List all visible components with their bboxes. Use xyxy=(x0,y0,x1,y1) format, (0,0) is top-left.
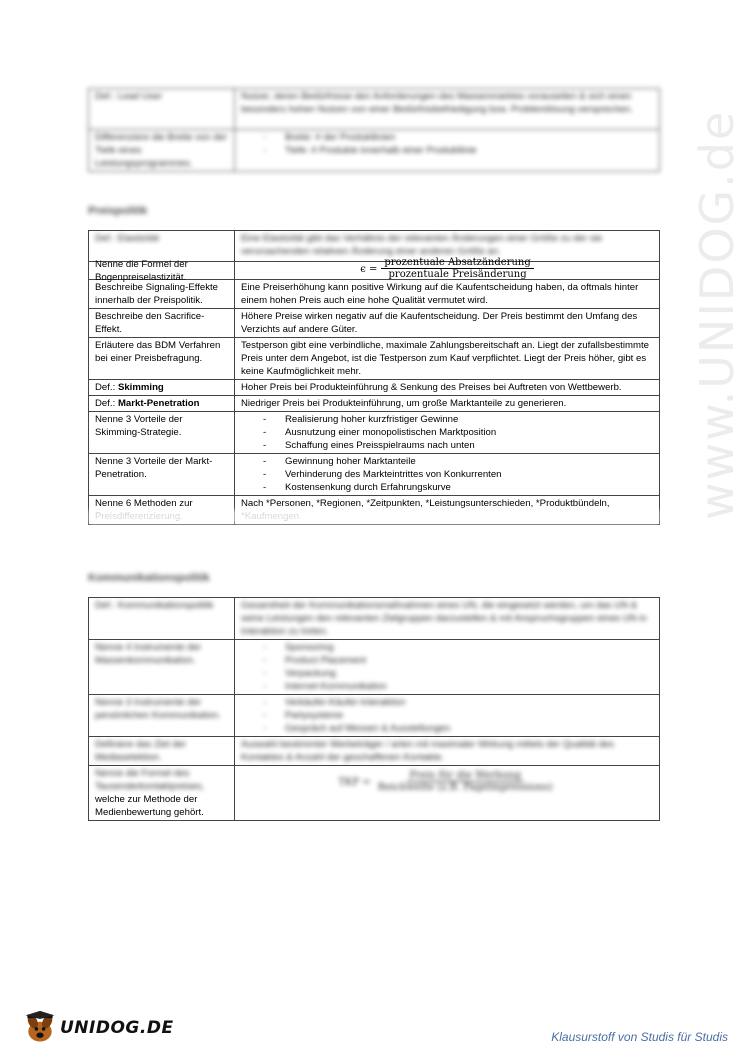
answer-cell: Nach *Personen, *Regionen, *Zeitpunkten, *Leistungsunterschieden, *Produktbündeln, xyxy=(235,496,660,525)
table-row xyxy=(89,280,660,309)
answer-cell: Niedriger Preis bei Produkteinführung, um große Marktanteile zu generieren. xyxy=(235,396,660,412)
table-row xyxy=(89,496,660,525)
question-cell: Beschreibe Signaling-Effekte innerhalb der Preispolitik. xyxy=(89,280,235,309)
answer-cell: - Verkäufer-Käufer-Interaktion - Partysysteme - Gespräch auf Messen & Ausstellungen xyxy=(235,695,660,737)
answer-cell: Auswahl bestimmter Werbeträger / arten mit maximaler Wirkung mittels der Qualität des Kontaktes & Anzahl der geschaffenen Kontakte. xyxy=(235,737,660,766)
section-title-preispolitik: Preispolitik xyxy=(88,205,148,217)
question-cell: Beschreibe den Sacrifice-Effekt. xyxy=(89,309,235,338)
formula-cell xyxy=(235,766,660,821)
tkp-formula: TKP = $\frac{\text{Preis für die Werbung}}{\text{Reichweite (z.B. Pagelmpressions)}}$ xyxy=(338,770,553,793)
kommunikationspolitik-table xyxy=(88,597,660,821)
preispolitik-table xyxy=(88,230,660,525)
question-cell: Nenne 3 Vorteile der Skimming-Strategie. xyxy=(89,412,235,454)
table-row xyxy=(89,766,660,821)
table-row xyxy=(89,231,660,262)
answer-cell: Hoher Preis bei Produkteinführung & Senkung des Preises bei Auftreten von Wettbewerb. xyxy=(235,380,660,396)
answer-cell: Gesamtheit der Kommunikationsmaßnahmen eines UN, die eingesetzt werden, um das UN & seine Leistungen den relevanten Zielgruppen darzustellen & mit Anspruchsgruppen eines UN in Interaktion zu treten. xyxy=(235,598,660,640)
question-cell: Nenne die Formel des Tausenderkontaktpreises, welche zur Methode der Medienbewertung gehört. xyxy=(89,766,235,821)
answer-cell: - Breite: # der Produktlinien - Tiefe: # Produkte innerhalb einer Produktlinie xyxy=(235,130,660,172)
question-cell: Nenne die Formel der Bogenpreiselastizität. xyxy=(89,262,235,280)
table-row xyxy=(89,396,660,412)
lead-user-table xyxy=(88,88,660,172)
question-cell: Erläutere das BDM Verfahren bei einer Preisbefragung. xyxy=(89,338,235,380)
watermark-text: www.UNIDOG.de xyxy=(690,109,744,520)
table-row xyxy=(89,454,660,496)
table-row xyxy=(89,130,660,172)
question-cell: Nenne 4 Instrumente der Massenkommunikation. xyxy=(89,640,235,695)
table-row xyxy=(89,262,660,280)
table-row xyxy=(89,89,660,130)
answer-cell: - Gewinnung hoher Marktanteile - Verhinderung des Markteintrittes von Konkurrenten - Kostensenkung durch Erfahrungskurve xyxy=(235,454,660,496)
formula-cell xyxy=(235,257,660,280)
table-row xyxy=(89,380,660,396)
table-row xyxy=(89,695,660,737)
question-cell: Def.: Elastizität xyxy=(89,231,235,262)
table-row xyxy=(89,737,660,766)
answer-cell: - Realisierung hoher kurzfristiger Gewinne - Ausnutzung einer monopolistischen Marktposition - Schaffung eines Preisspielraums nach unten xyxy=(235,412,660,454)
answer-cell: Nutzer, deren Bedürfnisse den Anforderungen des Massenmarktes vorauseilen & sich einen besonders hohen Nutzen von einer Bedürfnisbefriedigung bzw. Problemlösung versprechen. xyxy=(235,89,660,130)
question-cell: Def.: Lead User xyxy=(89,89,235,130)
question-cell: Def.: Skimming xyxy=(89,380,235,396)
table-row xyxy=(89,412,660,454)
answer-cell: Höhere Preise wirken negativ auf die Kaufentscheidung. Der Preis bestimmt den Umfang des Verzichts auf andere Güter. xyxy=(235,309,660,338)
answer-cell: - Sponsoring - Product Placement - Verpackung - Internet-Kommunikation xyxy=(235,640,660,695)
question-cell: Differenziere die Breite von der Tiefe eines Leistungsprogrammes. xyxy=(89,130,235,172)
question-cell: Definiere das Ziel der Mediaselektion. xyxy=(89,737,235,766)
question-cell: Nenne 3 Instrumente der persönlichen Kommunikation. xyxy=(89,695,235,737)
bogenpreiselastizitaet-formula: ϵ = $\frac{\text{prozentuale Absatzänderung}}{\text{prozentuale Preisänderung}}$ xyxy=(241,257,653,281)
unidog-logo[interactable] xyxy=(22,1010,174,1046)
question-cell: Nenne 3 Vorteile der Markt-Penetration. xyxy=(89,454,235,496)
answer-cell: Eine Preiserhöhung kann positive Wirkung auf die Kaufentscheidung haben, da oftmals hinter einem hohen Preis auch eine hohe Qualität vermutet wird. xyxy=(235,280,660,309)
table-row xyxy=(89,640,660,695)
section-title-kommunikationspolitik: Kommunikationspolitik xyxy=(88,572,210,584)
question-cell: Def.: Markt-Penetration xyxy=(89,396,235,412)
table-row xyxy=(89,309,660,338)
logo-text: UNIDOG.DE xyxy=(60,1018,174,1038)
answer-cell: Eine Elastizität gibt das Verhältnis der relevanten Änderungen einer Größe zu der sie verursachenden relativen Änderung einer anderen Größe an. xyxy=(235,231,660,262)
footer-tagline: Klausurstoff von Studis für Studis xyxy=(551,1030,728,1044)
table-row xyxy=(89,338,660,380)
question-cell: Nenne 6 Methoden zur xyxy=(89,496,235,525)
table-row xyxy=(89,598,660,640)
dog-icon xyxy=(22,1010,58,1046)
question-cell: Def.: Kommunikationspolitik xyxy=(89,598,235,640)
answer-cell: Testperson gibt eine verbindliche, maximale Zahlungsbereitschaft an. Liegt der zufallsbestimmte Preis unter dem Angebot, ist die Testperson zum Kauf verpflichtet. Liegt der Preis höher, gibt es keine Kaufmöglichkeit mehr. xyxy=(235,338,660,380)
